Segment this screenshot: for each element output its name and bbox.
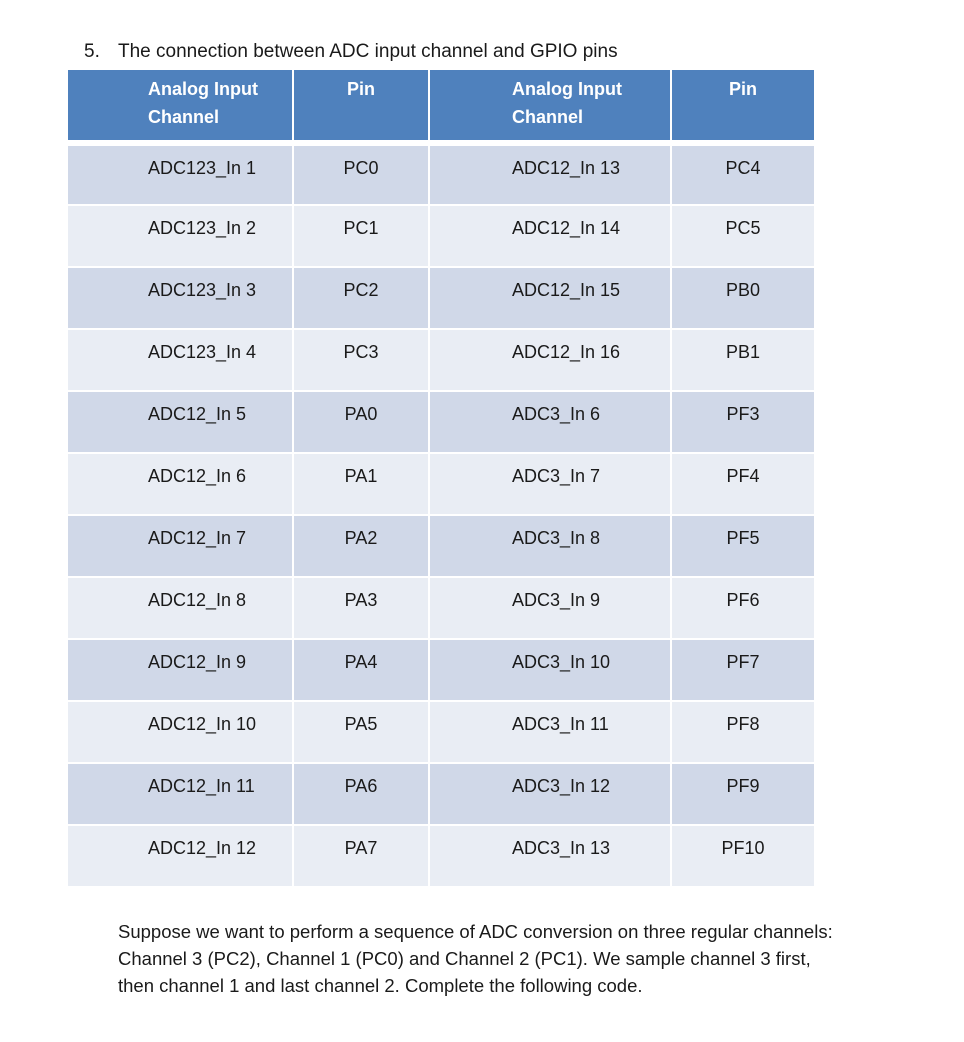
table-cell: PC0: [293, 143, 429, 205]
table-row: [68, 205, 814, 267]
header-analog-input-channel: [68, 70, 293, 143]
table-cell: PC5: [671, 205, 814, 267]
header-pin: [293, 70, 429, 143]
table-cell: PA3: [293, 577, 429, 639]
table-cell: ADC3_In 12: [429, 763, 671, 825]
table-cell: ADC12_In 14: [429, 205, 671, 267]
table-cell: PB1: [671, 329, 814, 391]
table-header: [68, 70, 814, 143]
section-heading: [84, 40, 618, 64]
table-cell: PF8: [671, 701, 814, 763]
header-analog-input-channel-2: [429, 70, 671, 143]
header-line: Channel: [148, 107, 220, 127]
table-cell: ADC3_In 7: [429, 453, 671, 515]
table-cell: ADC12_In 7: [68, 515, 293, 577]
table-cell: PA1: [293, 453, 429, 515]
table-header-row: [68, 70, 814, 143]
table-cell: PA2: [293, 515, 429, 577]
table-row: [68, 143, 814, 205]
table-cell: PF9: [671, 763, 814, 825]
table-cell: PA7: [293, 825, 429, 887]
instruction-paragraph: [118, 918, 948, 999]
table-cell: ADC3_In 6: [429, 391, 671, 453]
header-line: Channel: [512, 107, 584, 127]
table-cell: ADC3_In 10: [429, 639, 671, 701]
table-row: [68, 515, 814, 577]
table-cell: ADC12_In 9: [68, 639, 293, 701]
table-cell: PF7: [671, 639, 814, 701]
table-cell: ADC12_In 8: [68, 577, 293, 639]
adc-pin-table: [68, 70, 814, 888]
table-body: [68, 143, 814, 887]
header-line: Analog Input: [512, 79, 622, 99]
table-cell: ADC12_In 6: [68, 453, 293, 515]
table-cell: PF10: [671, 825, 814, 887]
table-cell: ADC12_In 12: [68, 825, 293, 887]
table-cell: ADC12_In 13: [429, 143, 671, 205]
table-cell: ADC3_In 8: [429, 515, 671, 577]
paragraph-line: Channel 3 (PC2), Channel 1 (PC0) and Channel 2 (PC1). We sample channel 3 first,: [118, 948, 811, 969]
header-line: Pin: [728, 79, 757, 99]
table-cell: ADC3_In 13: [429, 825, 671, 887]
paragraph-line: Suppose we want to perform a sequence of ADC conversion on three regular channels:: [118, 921, 833, 942]
table-cell: ADC123_In 4: [68, 329, 293, 391]
table-cell: PF4: [671, 453, 814, 515]
table-row: [68, 329, 814, 391]
paragraph-line: then channel 1 and last channel 2. Complete the following code.: [118, 975, 643, 996]
table-row: [68, 701, 814, 763]
section-title: The connection between ADC input channel and GPIO pins: [118, 41, 618, 62]
table-row: [68, 391, 814, 453]
header-line: Pin: [346, 79, 375, 99]
table-cell: ADC123_In 2: [68, 205, 293, 267]
table-cell: ADC12_In 15: [429, 267, 671, 329]
table-cell: ADC3_In 9: [429, 577, 671, 639]
table-cell: ADC12_In 11: [68, 763, 293, 825]
table-cell: PA4: [293, 639, 429, 701]
header-line: Analog Input: [148, 79, 258, 99]
section-number: 5.: [84, 41, 100, 62]
table-cell: PB0: [671, 267, 814, 329]
table-row: [68, 267, 814, 329]
table-cell: PA0: [293, 391, 429, 453]
table-cell: PF3: [671, 391, 814, 453]
header-pin-2: [671, 70, 814, 143]
table-cell: ADC12_In 5: [68, 391, 293, 453]
table-row: [68, 639, 814, 701]
table-cell: ADC123_In 3: [68, 267, 293, 329]
table-cell: PC4: [671, 143, 814, 205]
table-cell: PF6: [671, 577, 814, 639]
table-row: [68, 577, 814, 639]
table-row: [68, 453, 814, 515]
table-cell: PC1: [293, 205, 429, 267]
table-cell: PC2: [293, 267, 429, 329]
table-cell: PA5: [293, 701, 429, 763]
table-row: [68, 825, 814, 887]
table-cell: ADC3_In 11: [429, 701, 671, 763]
table-cell: PF5: [671, 515, 814, 577]
table-row: [68, 763, 814, 825]
table-cell: ADC123_In 1: [68, 143, 293, 205]
table-cell: ADC12_In 16: [429, 329, 671, 391]
table-cell: PC3: [293, 329, 429, 391]
table-cell: ADC12_In 10: [68, 701, 293, 763]
table-cell: PA6: [293, 763, 429, 825]
